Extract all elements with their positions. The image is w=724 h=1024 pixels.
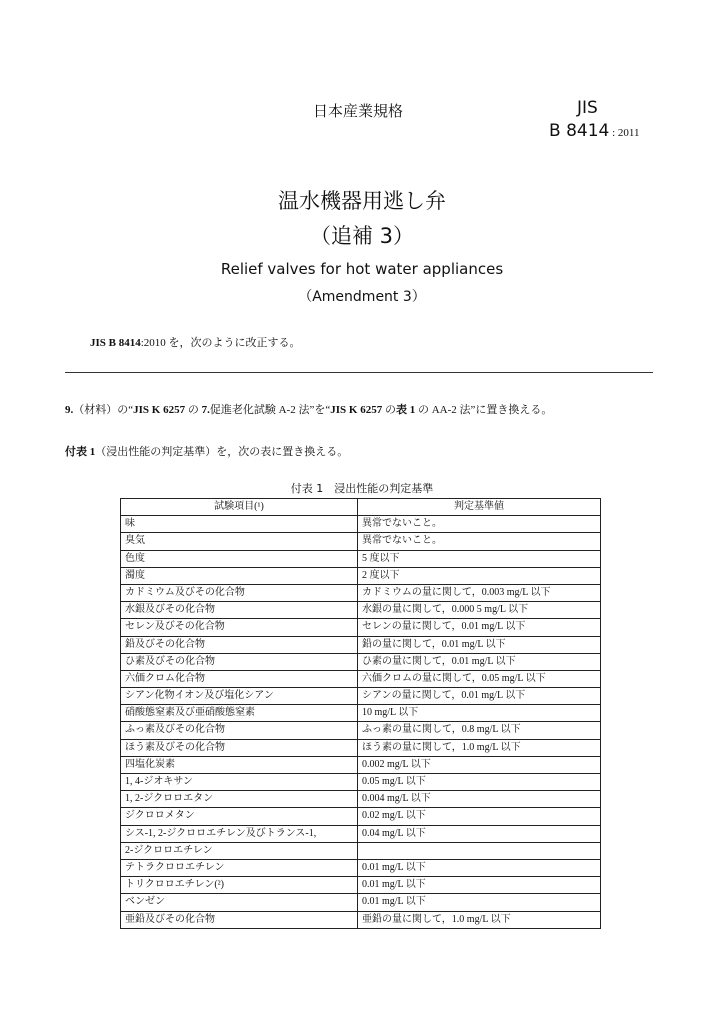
standard-type-label: 日本産業規格 <box>313 102 404 120</box>
table-row <box>121 705 601 722</box>
clause-ref-4: 表 1 <box>395 404 416 416</box>
table-row <box>121 825 601 842</box>
standard-number-code: B 8414 <box>549 121 610 141</box>
test-item-cell: 2-ジクロロエチレン <box>121 842 358 859</box>
table-row <box>121 894 601 911</box>
test-item-cell: 鉛及びその化合物 <box>121 636 358 653</box>
test-item-cell: テトラクロロエチレン <box>121 859 358 876</box>
criterion-cell: 5 度以下 <box>358 550 601 567</box>
annex-label: 付表 1 <box>65 446 96 458</box>
test-item-cell: ふっ素及びその化合物 <box>121 722 358 739</box>
criterion-cell: 0.02 mg/L 以下 <box>358 808 601 825</box>
clause-text-2: の <box>185 404 202 416</box>
table-row <box>121 670 601 687</box>
table-row <box>121 533 601 550</box>
criterion-cell: 水銀の量に関して，0.000 5 mg/L 以下 <box>358 602 601 619</box>
table-row <box>121 550 601 567</box>
table-row <box>121 636 601 653</box>
test-item-cell: カドミウム及びその化合物 <box>121 584 358 601</box>
table-row <box>121 688 601 705</box>
test-item-cell: 水銀及びその化合物 <box>121 602 358 619</box>
test-item-cell: セレン及びその化合物 <box>121 619 358 636</box>
table-row <box>121 739 601 756</box>
table-header-row <box>121 499 601 516</box>
table-row <box>121 774 601 791</box>
test-item-cell: シアン化物イオン及び塩化シアン <box>121 688 358 705</box>
test-item-cell: 1, 4-ジオキサン <box>121 774 358 791</box>
table-row <box>121 516 601 533</box>
criterion-cell: 異常でないこと。 <box>358 533 601 550</box>
criterion-cell: 0.01 mg/L 以下 <box>358 894 601 911</box>
jis-label: JIS <box>577 98 598 118</box>
table-row <box>121 722 601 739</box>
intro-statement <box>90 334 301 350</box>
intro-text: :2010 を，次のように改正する。 <box>140 337 301 349</box>
criterion-cell: シアンの量に関して，0.01 mg/L 以下 <box>358 688 601 705</box>
table-row <box>121 602 601 619</box>
leaching-criteria-table <box>120 498 601 929</box>
criterion-cell: 10 mg/L 以下 <box>358 705 601 722</box>
test-item-cell: ひ素及びその化合物 <box>121 653 358 670</box>
criterion-cell: 0.002 mg/L 以下 <box>358 756 601 773</box>
table-row <box>121 619 601 636</box>
amendment-english: （Amendment 3） <box>298 289 426 305</box>
test-item-cell: 1, 2-ジクロロエタン <box>121 791 358 808</box>
criterion-cell: 亜鉛の量に関して，1.0 mg/L 以下 <box>358 911 601 928</box>
header-criterion: 判定基準値 <box>358 499 601 516</box>
test-item-cell: シス-1, 2-ジクロロエチレン及びトランス-1, <box>121 825 358 842</box>
test-item-cell: 四塩化炭素 <box>121 756 358 773</box>
clause-ref-3: JIS K 6257 <box>330 404 383 416</box>
table-row <box>121 791 601 808</box>
standard-year: : 2011 <box>609 127 640 139</box>
clause-text-4: の <box>382 404 396 416</box>
test-item-cell: 硝酸態窒素及び亜硝酸態窒素 <box>121 705 358 722</box>
intro-ref: JIS B 8414 <box>90 337 141 349</box>
criterion-cell: ひ素の量に関して，0.01 mg/L 以下 <box>358 653 601 670</box>
table-row <box>121 911 601 928</box>
table-row <box>121 584 601 601</box>
clause-text-5: の AA-2 法”に置き換える。 <box>415 404 553 416</box>
table-row <box>121 756 601 773</box>
table-row <box>121 567 601 584</box>
title-japanese: 温水機器用逃し弁 <box>278 189 446 213</box>
test-item-cell: トリクロロエチレン(²) <box>121 877 358 894</box>
criterion-cell: 0.004 mg/L 以下 <box>358 791 601 808</box>
criterion-cell: 0.05 mg/L 以下 <box>358 774 601 791</box>
clause-number: 9. <box>65 404 74 416</box>
criterion-cell: 2 度以下 <box>358 567 601 584</box>
clause-ref-2: 7. <box>201 404 210 416</box>
amendment-japanese: （追補 3） <box>309 224 415 248</box>
clause-text-3: 促進老化試験 A-2 法”を“ <box>209 404 331 416</box>
criterion-cell: セレンの量に関して，0.01 mg/L 以下 <box>358 619 601 636</box>
table-caption: 付表 1 浸出性能の判定基準 <box>290 482 434 495</box>
criterion-cell <box>358 842 601 859</box>
table-row <box>121 859 601 876</box>
test-item-cell: 味 <box>121 516 358 533</box>
standard-number <box>549 121 640 141</box>
criterion-cell: 六価クロムの量に関して，0.05 mg/L 以下 <box>358 670 601 687</box>
divider-rule <box>65 372 653 373</box>
criterion-cell: 0.01 mg/L 以下 <box>358 877 601 894</box>
criterion-cell: 鉛の量に関して，0.01 mg/L 以下 <box>358 636 601 653</box>
test-item-cell: 六価クロム化合物 <box>121 670 358 687</box>
criterion-cell: 0.01 mg/L 以下 <box>358 859 601 876</box>
criterion-cell: 0.04 mg/L 以下 <box>358 825 601 842</box>
test-item-cell: ジクロロメタン <box>121 808 358 825</box>
test-item-cell: 亜鉛及びその化合物 <box>121 911 358 928</box>
test-item-cell: ベンゼン <box>121 894 358 911</box>
table-row <box>121 877 601 894</box>
table-row <box>121 653 601 670</box>
annex-replacement-statement <box>65 443 348 459</box>
criterion-cell: ほう素の量に関して，1.0 mg/L 以下 <box>358 739 601 756</box>
clause-9-amendment <box>65 401 552 417</box>
table-row <box>121 842 601 859</box>
test-item-cell: 色度 <box>121 550 358 567</box>
clause-ref-1: JIS K 6257 <box>133 404 186 416</box>
clause-text-1: （材料）の“ <box>73 404 134 416</box>
test-item-cell: ほう素及びその化合物 <box>121 739 358 756</box>
title-english: Relief valves for hot water appliances <box>220 260 504 278</box>
table-row <box>121 808 601 825</box>
criterion-cell: ふっ素の量に関して，0.8 mg/L 以下 <box>358 722 601 739</box>
criterion-cell: カドミウムの量に関して，0.003 mg/L 以下 <box>358 584 601 601</box>
criterion-cell: 異常でないこと。 <box>358 516 601 533</box>
test-item-cell: 濁度 <box>121 567 358 584</box>
header-test-item: 試験項目(¹) <box>121 499 358 516</box>
test-item-cell: 臭気 <box>121 533 358 550</box>
annex-text: （浸出性能の判定基準）を，次の表に置き換える。 <box>95 446 349 458</box>
